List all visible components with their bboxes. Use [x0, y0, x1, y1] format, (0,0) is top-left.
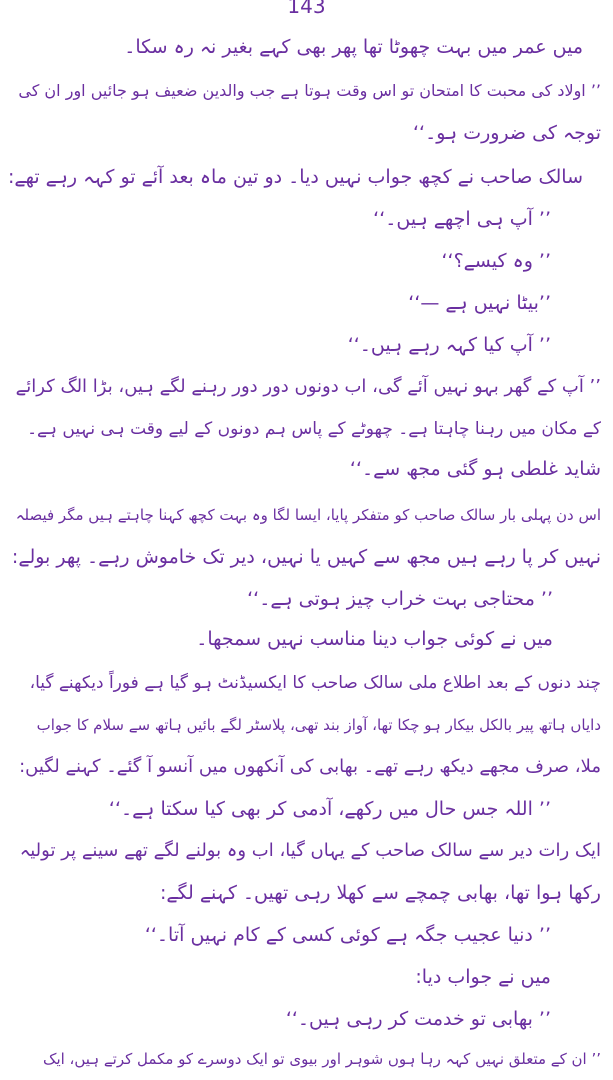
text-line: شاید غلطی ہو گئی مجھ سے۔‘‘: [349, 458, 601, 480]
text-line: ’’ اللہ جس حال میں رکھے، آدمی کر بھی کیا سکتا ہے۔‘‘: [108, 798, 551, 820]
text-line: ’’ بھابی تو خدمت کر رہی ہیں۔‘‘: [285, 1008, 551, 1030]
text-line: ’’ اولاد کی محبت کا امتحان تو اس وقت ہوتا ہے جب والدین ضعیف ہو جائیں اور ان کی: [18, 81, 601, 100]
text-line: دایاں ہاتھ پیر بالکل بیکار ہو چکا تھا، آواز بند تھی، پلاسٹر لگے بائیں ہاتھ سے سلام کا جواب: [36, 716, 601, 734]
text-line: ’’ آپ ہی اچھے ہیں۔‘‘: [373, 208, 551, 230]
text-line: ایک رات دیر سے سالک صاحب کے یہاں گیا، اب وہ بولنے لگے تھے سینے پر تولیہ: [19, 840, 601, 861]
text-line: ’’ وہ کیسے؟‘‘: [441, 250, 551, 272]
text-line: ’’ آپ کیا کہہ رہے ہیں۔‘‘: [347, 334, 551, 356]
text-line: توجہ کی ضرورت ہو۔‘‘: [413, 122, 601, 144]
text-line: ملا، صرف مجھے دیکھ رہے تھے۔ بھابی کی آنکھوں میں آنسو آ گئے۔ کہنے لگیں:: [19, 756, 601, 777]
page-number: 143: [287, 0, 326, 18]
text-line: اس دن پہلی بار سالک صاحب کو متفکر پایا، ایسا لگا وہ بہت کچھ کہنا چاہتے ہیں مگر فیصلہ: [15, 506, 601, 524]
text-line: رکھا ہوا تھا، بھابی چمچے سے کھلا رہی تھیں۔ کہنے لگے:: [159, 882, 601, 904]
text-line: میں عمر میں بہت چھوٹا تھا پھر بھی کہے بغیر نہ رہ سکا۔: [124, 36, 583, 58]
text-line: سالک صاحب نے کچھ جواب نہیں دیا۔ دو تین ماہ بعد آئے تو کہہ رہے تھے:: [8, 166, 583, 188]
text-line: ’’ محتاجی بہت خراب چیز ہوتی ہے۔‘‘: [247, 588, 553, 610]
text-line: ’’ آپ کے گھر بہو نہیں آئے گی، اب دونوں دور دور رہنے لگے ہیں، بڑا الگ کرائے: [15, 376, 601, 397]
text-line: ’’ دنیا عجیب جگہ ہے کوئی کسی کے کام نہیں آتا۔‘‘: [144, 924, 551, 946]
text-line: میں نے جواب دیا:: [415, 966, 551, 988]
text-line: میں نے کوئی جواب دینا مناسب نہیں سمجھا۔: [196, 628, 553, 650]
text-line: کے مکان میں رہنا چاہتا ہے۔ چھوٹے کے پاس ہم دونوں کے لیے وقت ہی نہیں ہے۔: [27, 419, 601, 439]
text-line: ’’بیٹا نہیں ہے —‘‘: [408, 292, 551, 314]
text-line: نہیں کر پا رہے ہیں مجھ سے کہیں یا نہیں، دیر تک خاموش رہے۔ پھر بولے:: [11, 546, 601, 568]
text-line: ’’ ان کے متعلق نہیں کہہ رہا ہوں شوہر اور بیوی تو ایک دوسرے کو مکمل کرتے ہیں، ایک: [43, 1050, 601, 1068]
text-line: چند دنوں کے بعد اطلاع ملی سالک صاحب کا ایکسیڈنٹ ہو گیا ہے فوراً دیکھنے گیا،: [29, 673, 601, 693]
